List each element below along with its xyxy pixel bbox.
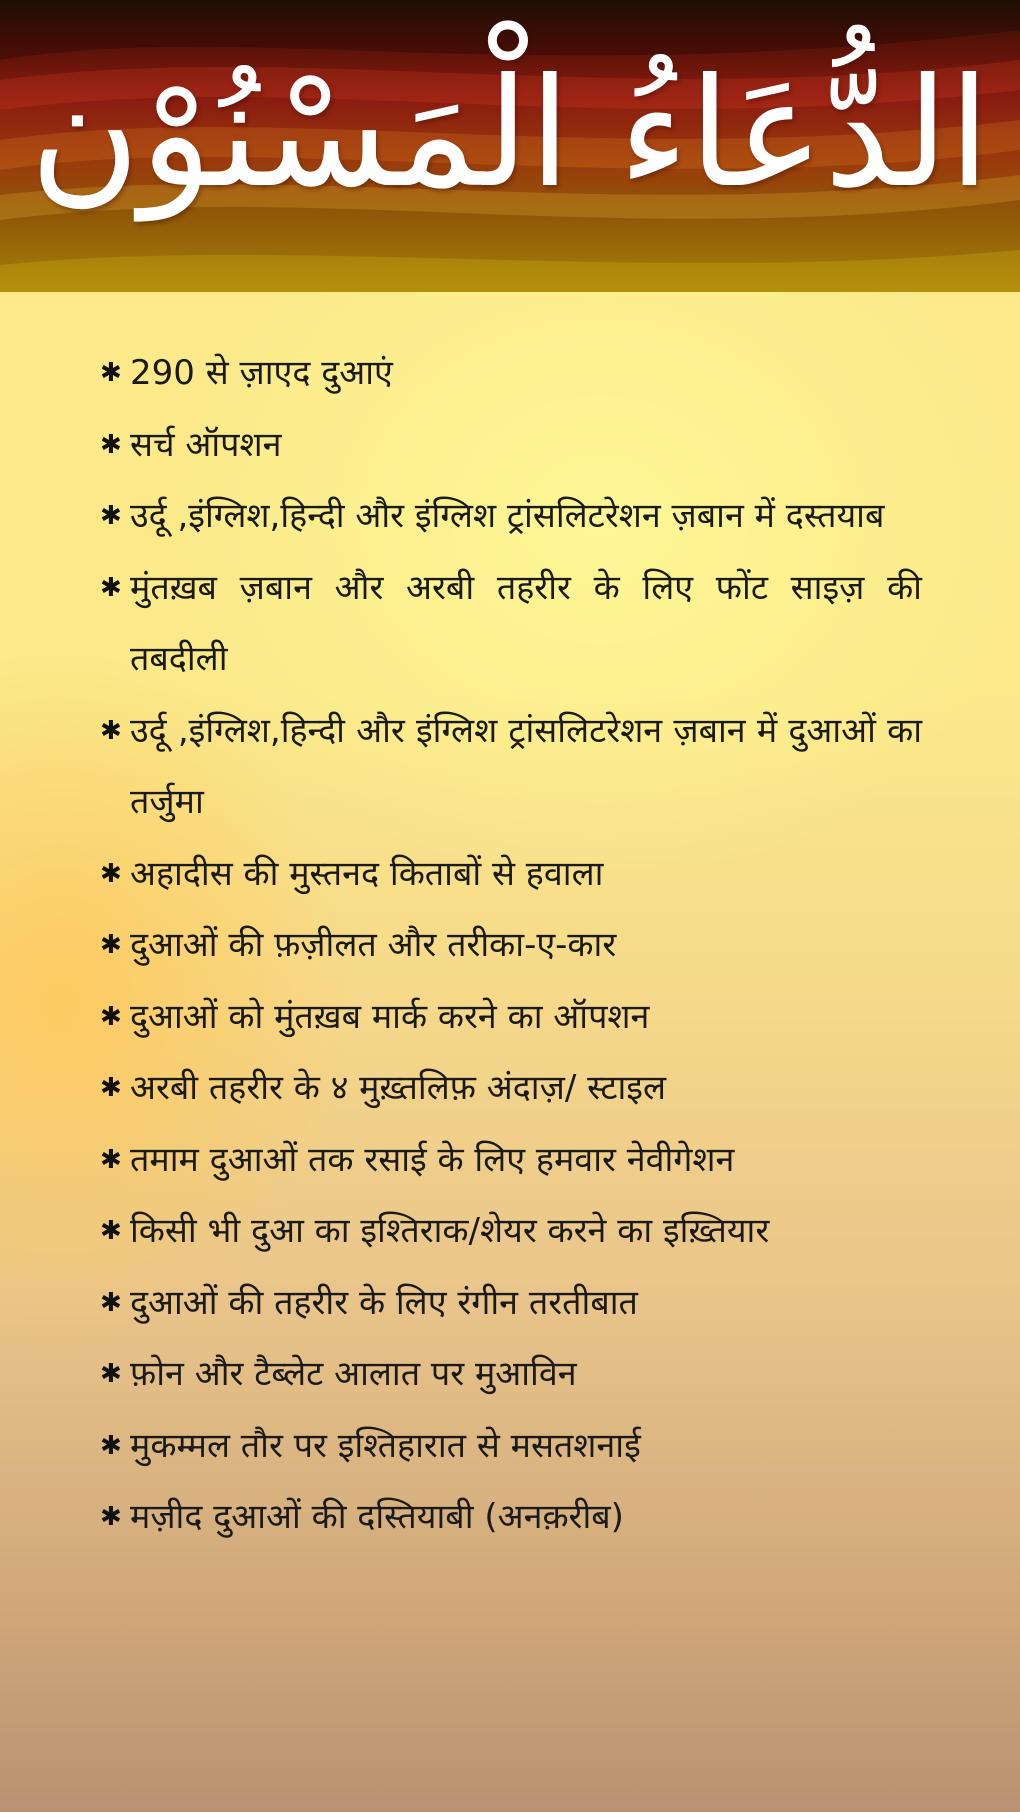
feature-text: दुआओं की फ़ज़ीलत और तरीका-ए-कार: [130, 925, 617, 965]
feature-item: [100, 1053, 922, 1125]
asterisk-icon: ✱: [100, 358, 122, 388]
header-banner: [0, 0, 1020, 292]
feature-item: [100, 1339, 922, 1411]
asterisk-icon: ✱: [100, 1359, 122, 1389]
asterisk-icon: ✱: [100, 1144, 122, 1175]
feature-text: सर्च ऑपशन: [130, 424, 282, 465]
asterisk-icon: ✱: [100, 1502, 122, 1532]
feature-text: फ़ोन और टैब्लेट आलात पर मुआविन: [130, 1354, 577, 1394]
asterisk-icon: ✱: [100, 1287, 122, 1318]
asterisk-icon: ✱: [100, 930, 122, 960]
asterisk-icon: ✱: [100, 1073, 122, 1103]
feature-text: मुंतख़ब ज़बान और अरबी तहरीर के लिए फोंट साइज़ की तबदीली: [130, 567, 922, 679]
feature-text: मुकम्मल तौर पर इश्तिहारात से मसतशनाई: [130, 1425, 641, 1466]
feature-item: [100, 1411, 922, 1483]
feature-item: [100, 553, 922, 696]
feature-item: [100, 696, 922, 839]
asterisk-icon: ✱: [100, 429, 122, 460]
asterisk-icon: ✱: [100, 501, 122, 531]
feature-text: किसी भी दुआ का इश्तिराक/शेयर करने का इख़्तियार: [130, 1211, 770, 1251]
asterisk-icon: ✱: [100, 572, 122, 603]
feature-item: [100, 338, 922, 410]
feature-item: [100, 1196, 922, 1268]
asterisk-icon: ✱: [100, 1216, 122, 1246]
feature-item: [100, 410, 922, 482]
feature-item: [100, 839, 922, 911]
feature-text: 290 से ज़ाएद दुआएं: [130, 353, 393, 393]
feature-item: [100, 910, 922, 982]
asterisk-icon: ✱: [100, 858, 122, 889]
feature-item: [100, 1268, 922, 1340]
feature-item: [100, 982, 922, 1054]
feature-list: [100, 338, 922, 1554]
feature-text: अरबी तहरीर के ४ मुख़्तलिफ़ अंदाज़/ स्टाइल: [130, 1068, 667, 1108]
feature-text: दुआओं की तहरीर के लिए रंगीन तरतीबात: [130, 1282, 638, 1323]
feature-text: उर्दू ,इंग्लिश,हिन्दी और इंग्लिश ट्रांसलिटरेशन ज़बान में दस्तयाब: [130, 496, 885, 536]
feature-text: मज़ीद दुआओं की दस्तियाबी (अनक़रीब): [130, 1497, 624, 1537]
feature-item: [100, 481, 922, 553]
asterisk-icon: ✱: [100, 1430, 122, 1461]
feature-text: अहादीस की मुस्तनद किताबों से हवाला: [130, 853, 604, 894]
feature-text: दुआओं को मुंतख़ब मार्क करने का ऑपशन: [130, 996, 650, 1037]
asterisk-icon: ✱: [100, 715, 122, 746]
feature-text: तमाम दुआओं तक रसाई के लिए हमवार नेवीगेशन: [130, 1139, 735, 1180]
asterisk-icon: ✱: [100, 1001, 122, 1032]
feature-text: उर्दू ,इंग्लिश,हिन्दी और इंग्लिश ट्रांसलिटरेशन ज़बान में दुआओं का तर्जुमा: [130, 710, 922, 822]
feature-item: [100, 1125, 922, 1197]
app-title-calligraphy: الدُّعَاءُ الْمَسْنُوْن: [29, 47, 991, 221]
feature-item: [100, 1482, 922, 1554]
